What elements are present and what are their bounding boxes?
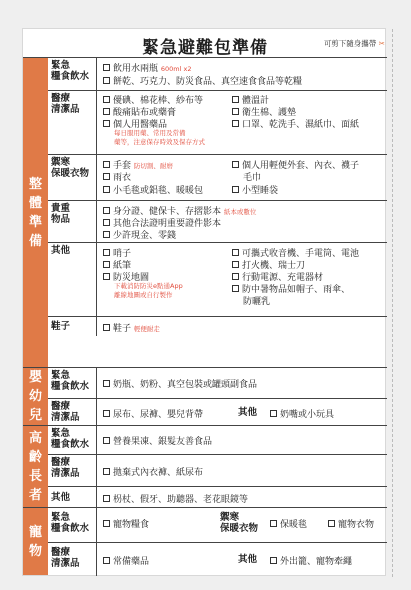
checklist-item bbox=[103, 228, 176, 241]
item-text: 其他合法證明重要證件影本 bbox=[113, 219, 222, 229]
checkbox[interactable] bbox=[103, 120, 110, 127]
checklist-item bbox=[103, 407, 203, 420]
row-elderly-other bbox=[48, 486, 387, 508]
checklist-item bbox=[232, 117, 359, 130]
item-note: 600ml x2 bbox=[160, 65, 192, 73]
row-label: 緊急 糧食飲水 bbox=[51, 512, 90, 534]
checklist-item bbox=[103, 554, 149, 567]
checklist-item bbox=[103, 465, 203, 478]
item-note: 防切割、耐磨 bbox=[133, 162, 173, 170]
item-note: 藥等，注意保存時效及保存方式 bbox=[114, 138, 205, 146]
item-text: 少許現金、零錢 bbox=[113, 231, 177, 241]
checkbox[interactable] bbox=[103, 468, 110, 475]
checkbox[interactable] bbox=[232, 108, 239, 115]
row-label: 其他 bbox=[51, 492, 71, 503]
checklist-item bbox=[232, 183, 278, 196]
item-text: 可攜式收音機、手電筒、電池 bbox=[242, 249, 360, 259]
section-label-infant bbox=[23, 368, 48, 425]
section-pets bbox=[23, 507, 387, 575]
checkbox[interactable] bbox=[103, 219, 110, 226]
item-text: 衛生棉、護墊 bbox=[242, 108, 297, 118]
divider bbox=[96, 155, 97, 200]
page-title: 緊急避難包準備 bbox=[142, 38, 268, 58]
item-text: 尿布、尿褲、嬰兒背帶 bbox=[113, 410, 204, 420]
checkbox[interactable] bbox=[232, 161, 239, 168]
checklist-item bbox=[103, 492, 248, 505]
checkbox[interactable] bbox=[103, 77, 110, 84]
section-label-elderly bbox=[23, 426, 48, 507]
divider bbox=[96, 543, 97, 576]
section-elderly-text: 高齡長者 bbox=[28, 430, 42, 503]
checkbox[interactable] bbox=[270, 520, 277, 527]
item-note: 下載消防防災e點通App bbox=[114, 282, 183, 290]
checklist-item bbox=[103, 517, 149, 530]
checkbox[interactable] bbox=[103, 437, 110, 444]
checklist-item bbox=[270, 407, 334, 420]
item-text: 奶嘴或小玩具 bbox=[280, 410, 335, 420]
row-general-valuables bbox=[48, 200, 387, 242]
divider bbox=[96, 399, 97, 426]
divider bbox=[96, 455, 97, 486]
checkbox[interactable] bbox=[103, 161, 110, 168]
item-note: 紙本或數位 bbox=[223, 208, 257, 216]
other-label: 其他 bbox=[238, 554, 258, 565]
row-pets-medical bbox=[48, 542, 387, 576]
checkbox[interactable] bbox=[103, 207, 110, 214]
item-text: 個人用醫藥品 bbox=[113, 120, 168, 130]
section-general-text: 整體準備 bbox=[28, 176, 42, 249]
row-general-warm bbox=[48, 154, 387, 200]
divider bbox=[96, 508, 97, 542]
checkbox[interactable] bbox=[103, 108, 110, 115]
checklist-item bbox=[270, 554, 352, 567]
checkbox[interactable] bbox=[103, 273, 110, 280]
section-label-pets bbox=[23, 508, 48, 575]
checkbox[interactable] bbox=[103, 261, 110, 268]
checkbox[interactable] bbox=[232, 273, 239, 280]
divider bbox=[96, 317, 97, 336]
section-elderly bbox=[23, 425, 387, 507]
item-note: 每日服用藥、常用及常備 bbox=[114, 129, 186, 137]
checkbox[interactable] bbox=[103, 64, 110, 71]
item-text: 保暖毯 bbox=[280, 520, 308, 530]
divider bbox=[96, 91, 97, 154]
header bbox=[23, 29, 387, 57]
item-text: 外出籠、寵物牽繩 bbox=[280, 557, 353, 567]
item-note: 輕便耐走 bbox=[133, 325, 160, 333]
item-text: 防中暑物品如帽子、雨傘、 bbox=[242, 285, 351, 295]
item-text: 常備藥品 bbox=[113, 557, 150, 567]
row-label: 其他 bbox=[51, 245, 71, 256]
checklist-item bbox=[103, 321, 160, 334]
checkbox[interactable] bbox=[103, 520, 110, 527]
item-text: 營養果凍、銀髮友善食品 bbox=[113, 437, 213, 447]
section-pets-text: 寵物 bbox=[28, 524, 42, 559]
checklist-item bbox=[103, 377, 257, 390]
item-text: 行動電源、充電器材 bbox=[242, 273, 324, 283]
divider bbox=[96, 368, 97, 398]
item-text-continued: 毛巾 bbox=[243, 173, 262, 183]
row-label: 禦寒 保暖衣物 bbox=[51, 157, 90, 179]
row-label: 醫療 清潔品 bbox=[51, 401, 80, 423]
checkbox[interactable] bbox=[270, 557, 277, 564]
checkbox[interactable] bbox=[103, 231, 110, 238]
checkbox[interactable] bbox=[103, 96, 110, 103]
row-general-shoes bbox=[48, 316, 387, 336]
checkbox[interactable] bbox=[270, 410, 277, 417]
item-text: 小型睡袋 bbox=[242, 186, 279, 196]
checkbox[interactable] bbox=[232, 96, 239, 103]
other-label: 其他 bbox=[238, 407, 258, 418]
checklist-item bbox=[103, 183, 203, 196]
row-general-other bbox=[48, 242, 387, 316]
checklist-item bbox=[328, 517, 374, 530]
item-text: 身分證、健保卡、存摺影本 bbox=[113, 207, 222, 217]
item-text: 優碘、棉花棒、紗布等 bbox=[113, 96, 204, 106]
section-label-general bbox=[23, 58, 48, 367]
warm-label: 禦寒 保暖衣物 bbox=[220, 512, 259, 534]
item-text: 個人用輕便外套、內衣、襪子 bbox=[242, 161, 360, 171]
scissors-icon: ✂ bbox=[378, 39, 385, 48]
row-pets-food bbox=[48, 508, 387, 542]
divider bbox=[96, 201, 97, 242]
item-text: 寵物衣物 bbox=[338, 520, 375, 530]
checklist-item bbox=[270, 517, 307, 530]
item-text: 紙筆 bbox=[113, 261, 132, 271]
row-general-food bbox=[48, 58, 387, 90]
item-text: 口罩、乾洗手、濕紙巾、面紙 bbox=[242, 120, 360, 130]
item-text: 奶瓶、奶粉、真空包裝或罐頭副食品 bbox=[113, 380, 258, 390]
checkbox[interactable] bbox=[103, 249, 110, 256]
divider bbox=[96, 487, 97, 508]
row-label: 鞋子 bbox=[51, 321, 71, 332]
emergency-bag-checklist-card bbox=[22, 28, 386, 576]
item-text: 拋棄式內衣褲、紙尿布 bbox=[113, 468, 204, 478]
row-label: 緊急 糧食飲水 bbox=[51, 428, 90, 450]
checklist-item bbox=[103, 434, 212, 447]
row-label: 緊急 糧食飲水 bbox=[51, 60, 90, 82]
row-infant-medical bbox=[48, 398, 387, 426]
row-label: 貴重 物品 bbox=[51, 203, 71, 225]
checkbox[interactable] bbox=[232, 285, 239, 292]
checkbox[interactable] bbox=[232, 249, 239, 256]
cut-note bbox=[324, 38, 385, 49]
checkbox[interactable] bbox=[103, 557, 110, 564]
row-label: 醫療 清潔品 bbox=[51, 457, 80, 479]
divider bbox=[96, 426, 97, 454]
item-text: 雨衣 bbox=[113, 173, 132, 183]
item-text: 酸痛貼布或藥膏 bbox=[113, 108, 177, 118]
item-text: 枴杖、假牙、助聽器、老花眼鏡等 bbox=[113, 495, 249, 505]
section-general bbox=[23, 57, 387, 367]
checklist-item bbox=[103, 61, 191, 74]
row-general-medical bbox=[48, 90, 387, 154]
checkbox[interactable] bbox=[103, 324, 110, 331]
item-text: 寵物糧食 bbox=[113, 520, 150, 530]
item-text: 防災地圖 bbox=[113, 273, 150, 283]
item-note: 離線地圖或自行製作 bbox=[114, 291, 173, 299]
row-label: 醫療 清潔品 bbox=[51, 93, 80, 115]
cut-note-text: 可剪下隨身攜帶 bbox=[323, 39, 377, 48]
row-elderly-food bbox=[48, 426, 387, 454]
item-text: 手套 bbox=[113, 161, 132, 171]
row-infant-food bbox=[48, 368, 387, 398]
item-text: 飲用水兩瓶 bbox=[113, 64, 159, 74]
item-text: 打火機、瑞士刀 bbox=[242, 261, 306, 271]
checkbox[interactable] bbox=[232, 261, 239, 268]
item-text: 餅乾、巧克力、防災食品、真空速食食品等乾糧 bbox=[113, 77, 303, 87]
checkbox[interactable] bbox=[103, 410, 110, 417]
section-infant bbox=[23, 367, 387, 425]
item-text: 鞋子 bbox=[113, 324, 132, 334]
row-label: 緊急 糧食飲水 bbox=[51, 370, 90, 392]
checkbox[interactable] bbox=[328, 520, 335, 527]
item-text: 哨子 bbox=[113, 249, 132, 259]
item-text: 小毛毯或鋁毯、暖暖包 bbox=[113, 186, 204, 196]
checkbox[interactable] bbox=[103, 380, 110, 387]
checkbox[interactable] bbox=[103, 186, 110, 193]
checkbox[interactable] bbox=[232, 120, 239, 127]
checkbox[interactable] bbox=[103, 173, 110, 180]
checkbox[interactable] bbox=[232, 186, 239, 193]
section-infant-text: 嬰幼兒 bbox=[28, 370, 42, 423]
row-elderly-medical bbox=[48, 454, 387, 486]
row-label: 醫療 清潔品 bbox=[51, 547, 80, 569]
item-text: 體溫計 bbox=[242, 96, 270, 106]
cut-line bbox=[392, 29, 393, 577]
checklist-item bbox=[103, 170, 131, 183]
checkbox[interactable] bbox=[103, 495, 110, 502]
item-text-continued: 防曬乳 bbox=[243, 297, 271, 307]
divider bbox=[96, 243, 97, 316]
checklist-item bbox=[103, 74, 302, 87]
divider bbox=[96, 58, 97, 90]
